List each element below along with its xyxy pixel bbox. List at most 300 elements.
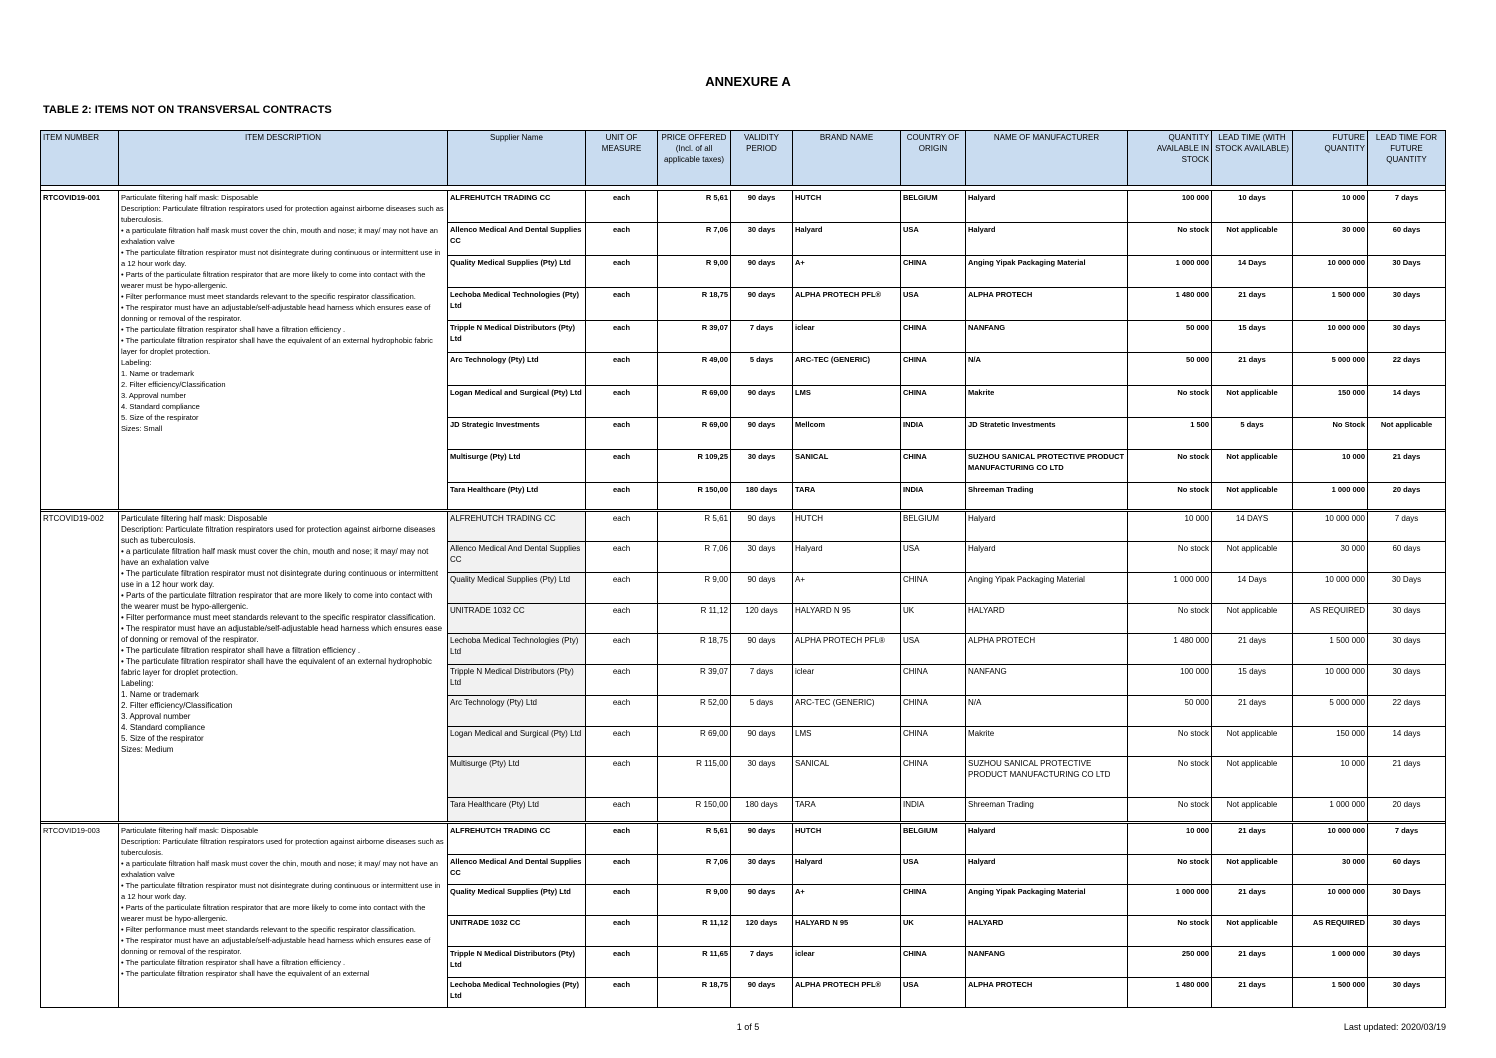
unit-cell: each bbox=[586, 798, 658, 822]
lead-time-cell: 21 days bbox=[1212, 947, 1293, 978]
brand-cell: ALPHA PROTECH PFL® bbox=[793, 978, 901, 1008]
brand-cell: SANICAL bbox=[793, 757, 901, 798]
supplier-name-cell: Quality Medical Supplies (Pty) Ltd bbox=[448, 573, 586, 604]
future-quantity-cell: AS REQUIRED bbox=[1293, 604, 1368, 634]
stock-quantity-cell: No stock bbox=[1128, 916, 1212, 947]
manufacturer-cell: Anging Yipak Packaging Material bbox=[966, 256, 1128, 288]
stock-quantity-cell: 250 000 bbox=[1128, 947, 1212, 978]
brand-cell: HUTCH bbox=[793, 512, 901, 542]
stock-quantity-cell: 10 000 bbox=[1128, 512, 1212, 542]
supplier-name-cell: JD Strategic Investments bbox=[448, 418, 586, 450]
table-heading: TABLE 2: ITEMS NOT ON TRANSVERSAL CONTRACTS bbox=[43, 104, 332, 116]
unit-cell: each bbox=[586, 386, 658, 418]
country-cell: CHINA bbox=[901, 665, 966, 696]
brand-cell: Halyard bbox=[793, 542, 901, 573]
brand-cell: Halyard bbox=[793, 855, 901, 885]
future-quantity-cell: 30 000 bbox=[1293, 855, 1368, 885]
manufacturer-cell: SUZHOU SANICAL PROTECTIVE PRODUCT MANUFACTURING CO LTD bbox=[966, 757, 1128, 798]
item-number-cell: RTCOVID19-003 bbox=[41, 824, 119, 1008]
brand-cell: A+ bbox=[793, 885, 901, 916]
future-lead-time-cell: 30 Days bbox=[1368, 885, 1446, 916]
supplier-name-cell: Allenco Medical And Dental Supplies CC bbox=[448, 542, 586, 573]
stock-quantity-cell: 1 000 000 bbox=[1128, 885, 1212, 916]
validity-cell: 120 days bbox=[731, 604, 793, 634]
country-cell: BELGIUM bbox=[901, 512, 966, 542]
future-quantity-cell: 30 000 bbox=[1293, 542, 1368, 573]
unit-cell: each bbox=[586, 542, 658, 573]
future-quantity-cell: 10 000 000 bbox=[1293, 824, 1368, 855]
validity-cell: 90 days bbox=[731, 288, 793, 321]
manufacturer-cell: Makrite bbox=[966, 727, 1128, 757]
stock-quantity-cell: 50 000 bbox=[1128, 353, 1212, 386]
table-row bbox=[41, 824, 1446, 855]
unit-cell: each bbox=[586, 483, 658, 510]
future-lead-time-cell: 21 days bbox=[1368, 450, 1446, 483]
future-lead-time-cell: 20 days bbox=[1368, 798, 1446, 822]
validity-cell: 90 days bbox=[731, 512, 793, 542]
future-lead-time-cell: 14 days bbox=[1368, 727, 1446, 757]
brand-cell: ALPHA PROTECH PFL® bbox=[793, 288, 901, 321]
unit-cell: each bbox=[586, 191, 658, 223]
table-header-row bbox=[41, 131, 1446, 186]
country-cell: USA bbox=[901, 634, 966, 665]
price-cell: R 5,61 bbox=[658, 191, 731, 223]
price-cell: R 150,00 bbox=[658, 483, 731, 510]
unit-cell: each bbox=[586, 947, 658, 978]
future-lead-time-cell: 30 days bbox=[1368, 947, 1446, 978]
header-country-of-origin: COUNTRY OF ORIGIN bbox=[901, 131, 966, 186]
country-cell: UK bbox=[901, 916, 966, 947]
manufacturer-cell: HALYARD bbox=[966, 916, 1128, 947]
item-description-cell: Particulate filtering half mask: Disposable Description: Particulate filtration respirators used for protection against airborne diseases such as tuberculosis. • a particulate filtration half mask must cover the chin, mouth and nose; it may/ may not have an exhalation valve • The particulate filtration respirator must not disintegrate during continuous or intermittent use in a 12 hour work day. • Parts of the particulate filtration respirator that are more likely to come into contact with the wearer must be hypo-allergenic. • Filter performance must meet standards relevant to the specific respirator classification. • The respirator must have an adjustable/self-adjustable head harness which ensures ease of donning or removal of the respirator. • The particulate filtration respirator shall have a filtration efficiency . • The particulate filtration respirator shall have the equivalent of an external hydrophobic fabric layer for droplet protection. Labeling: 1. Name or trademark 2. Filter efficiency/Classification 3. Approval number 4. Standard compliance 5. Size of the respirator Sizes: Medium bbox=[119, 512, 448, 822]
future-lead-time-cell: 22 days bbox=[1368, 353, 1446, 386]
validity-cell: 90 days bbox=[731, 386, 793, 418]
country-cell: UK bbox=[901, 604, 966, 634]
price-cell: R 39,07 bbox=[658, 665, 731, 696]
manufacturer-cell: NANFANG bbox=[966, 321, 1128, 353]
country-cell: USA bbox=[901, 542, 966, 573]
manufacturer-cell: Halyard bbox=[966, 542, 1128, 573]
country-cell: USA bbox=[901, 223, 966, 256]
lead-time-cell: 5 days bbox=[1212, 418, 1293, 450]
price-cell: R 18,75 bbox=[658, 978, 731, 1008]
unit-cell: each bbox=[586, 512, 658, 542]
manufacturer-cell: ALPHA PROTECH bbox=[966, 288, 1128, 321]
unit-cell: each bbox=[586, 321, 658, 353]
price-cell: R 7,06 bbox=[658, 542, 731, 573]
manufacturer-cell: Halyard bbox=[966, 824, 1128, 855]
validity-cell: 180 days bbox=[731, 483, 793, 510]
future-quantity-cell: 5 000 000 bbox=[1293, 696, 1368, 727]
header-item-number: ITEM NUMBER bbox=[41, 131, 119, 186]
item-number-cell: RTCOVID19-001 bbox=[41, 191, 119, 510]
stock-quantity-cell: 1 480 000 bbox=[1128, 978, 1212, 1008]
future-lead-time-cell: 30 Days bbox=[1368, 573, 1446, 604]
brand-cell: Mellcom bbox=[793, 418, 901, 450]
stock-quantity-cell: No stock bbox=[1128, 757, 1212, 798]
future-quantity-cell: 150 000 bbox=[1293, 727, 1368, 757]
manufacturer-cell: ALPHA PROTECH bbox=[966, 634, 1128, 665]
price-cell: R 109,25 bbox=[658, 450, 731, 483]
stock-quantity-cell: No stock bbox=[1128, 604, 1212, 634]
stock-quantity-cell: No stock bbox=[1128, 483, 1212, 510]
stock-quantity-cell: 10 000 bbox=[1128, 824, 1212, 855]
country-cell: CHINA bbox=[901, 573, 966, 604]
validity-cell: 90 days bbox=[731, 634, 793, 665]
unit-cell: each bbox=[586, 696, 658, 727]
future-lead-time-cell: 21 days bbox=[1368, 757, 1446, 798]
future-lead-time-cell: 7 days bbox=[1368, 824, 1446, 855]
supplier-name-cell: Tripple N Medical Distributors (Pty) Ltd bbox=[448, 665, 586, 696]
unit-cell: each bbox=[586, 824, 658, 855]
item-number-cell: RTCOVID19-002 bbox=[41, 512, 119, 822]
future-lead-time-cell: 30 days bbox=[1368, 604, 1446, 634]
page-number: 1 of 5 bbox=[736, 1022, 760, 1032]
manufacturer-cell: Makrite bbox=[966, 386, 1128, 418]
country-cell: BELGIUM bbox=[901, 824, 966, 855]
price-cell: R 9,00 bbox=[658, 885, 731, 916]
price-cell: R 11,65 bbox=[658, 947, 731, 978]
manufacturer-cell: Shreeman Trading bbox=[966, 798, 1128, 822]
future-lead-time-cell: 22 days bbox=[1368, 696, 1446, 727]
supplier-name-cell: Tripple N Medical Distributors (Pty) Ltd bbox=[448, 321, 586, 353]
stock-quantity-cell: No stock bbox=[1128, 727, 1212, 757]
stock-quantity-cell: 100 000 bbox=[1128, 191, 1212, 223]
header-unit-of-measure: UNIT OF MEASURE bbox=[586, 131, 658, 186]
country-cell: INDIA bbox=[901, 798, 966, 822]
future-lead-time-cell: 30 days bbox=[1368, 288, 1446, 321]
future-quantity-cell: 30 000 bbox=[1293, 223, 1368, 256]
price-cell: R 18,75 bbox=[658, 634, 731, 665]
validity-cell: 90 days bbox=[731, 727, 793, 757]
header-item-description: ITEM DESCRIPTION bbox=[119, 131, 448, 186]
brand-cell: TARA bbox=[793, 798, 901, 822]
stock-quantity-cell: 1 000 000 bbox=[1128, 256, 1212, 288]
lead-time-cell: Not applicable bbox=[1212, 798, 1293, 822]
unit-cell: each bbox=[586, 665, 658, 696]
unit-cell: each bbox=[586, 885, 658, 916]
brand-cell: ARC-TEC (GENERIC) bbox=[793, 353, 901, 386]
brand-cell: iclear bbox=[793, 321, 901, 353]
price-cell: R 49,00 bbox=[658, 353, 731, 386]
price-cell: R 18,75 bbox=[658, 288, 731, 321]
lead-time-cell: Not applicable bbox=[1212, 604, 1293, 634]
item-description-cell: Particulate filtering half mask: Disposable Description: Particulate filtration respirators used for protection against airborne diseases such as tuberculosis. • a particulate filtration half mask must cover the chin, mouth and nose; it may/ may not have an exhalation valve • The particulate filtration respirator must not disintegrate during continuous or intermittent use in a 12 hour work day. • Parts of the particulate filtration respirator that are more likely to come into contact with the wearer must be hypo-allergenic. • Filter performance must meet standards relevant to the specific respirator classification. • The respirator must have an adjustable/self-adjustable head harness which ensures ease of donning or removal of the respirator. • The particulate filtration respirator shall have a filtration efficiency . • The particulate filtration respirator shall have the equivalent of an external hydrophobic fabric layer for droplet protection. Labeling: 1. Name or trademark 2. Filter efficiency/Classification 3. Approval number 4. Standard compliance 5. Size of the respirator Sizes: Small bbox=[119, 191, 448, 510]
unit-cell: each bbox=[586, 418, 658, 450]
validity-cell: 7 days bbox=[731, 947, 793, 978]
country-cell: CHINA bbox=[901, 696, 966, 727]
future-lead-time-cell: 30 days bbox=[1368, 321, 1446, 353]
future-lead-time-cell: 30 Days bbox=[1368, 256, 1446, 288]
lead-time-cell: Not applicable bbox=[1212, 483, 1293, 510]
brand-cell: HUTCH bbox=[793, 191, 901, 223]
country-cell: INDIA bbox=[901, 418, 966, 450]
future-quantity-cell: 1 500 000 bbox=[1293, 634, 1368, 665]
country-cell: BELGIUM bbox=[901, 191, 966, 223]
future-quantity-cell: 10 000 bbox=[1293, 757, 1368, 798]
lead-time-cell: 10 days bbox=[1212, 191, 1293, 223]
unit-cell: each bbox=[586, 978, 658, 1008]
supplier-name-cell: Logan Medical and Surgical (Pty) Ltd bbox=[448, 386, 586, 418]
manufacturer-cell: NANFANG bbox=[966, 665, 1128, 696]
supplier-name-cell: Logan Medical and Surgical (Pty) Ltd bbox=[448, 727, 586, 757]
lead-time-cell: Not applicable bbox=[1212, 542, 1293, 573]
table-body bbox=[41, 186, 1446, 1008]
unit-cell: each bbox=[586, 288, 658, 321]
brand-cell: ARC-TEC (GENERIC) bbox=[793, 696, 901, 727]
country-cell: USA bbox=[901, 855, 966, 885]
validity-cell: 30 days bbox=[731, 757, 793, 798]
manufacturer-cell: Halyard bbox=[966, 855, 1128, 885]
manufacturer-cell: NANFANG bbox=[966, 947, 1128, 978]
lead-time-cell: 15 days bbox=[1212, 665, 1293, 696]
price-cell: R 11,12 bbox=[658, 604, 731, 634]
price-cell: R 52,00 bbox=[658, 696, 731, 727]
lead-time-cell: 21 days bbox=[1212, 978, 1293, 1008]
manufacturer-cell: SUZHOU SANICAL PROTECTIVE PRODUCT MANUFACTURING CO LTD bbox=[966, 450, 1128, 483]
validity-cell: 7 days bbox=[731, 321, 793, 353]
header-price-offered: PRICE OFFERED (Incl. of all applicable taxes) bbox=[658, 131, 731, 186]
future-quantity-cell: 1 500 000 bbox=[1293, 288, 1368, 321]
stock-quantity-cell: 50 000 bbox=[1128, 321, 1212, 353]
lead-time-cell: 21 days bbox=[1212, 824, 1293, 855]
manufacturer-cell: Shreeman Trading bbox=[966, 483, 1128, 510]
manufacturer-cell: N/A bbox=[966, 696, 1128, 727]
country-cell: CHINA bbox=[901, 353, 966, 386]
price-cell: R 5,61 bbox=[658, 824, 731, 855]
lead-time-cell: Not applicable bbox=[1212, 916, 1293, 947]
stock-quantity-cell: 100 000 bbox=[1128, 665, 1212, 696]
future-quantity-cell: 10 000 000 bbox=[1293, 321, 1368, 353]
future-quantity-cell: 10 000 000 bbox=[1293, 573, 1368, 604]
price-cell: R 7,06 bbox=[658, 855, 731, 885]
manufacturer-cell: Halyard bbox=[966, 223, 1128, 256]
header-future-quantity: FUTURE QUANTITY bbox=[1293, 131, 1368, 186]
lead-time-cell: 15 days bbox=[1212, 321, 1293, 353]
validity-cell: 7 days bbox=[731, 665, 793, 696]
lead-time-cell: Not applicable bbox=[1212, 223, 1293, 256]
price-cell: R 150,00 bbox=[658, 798, 731, 822]
future-quantity-cell: 1 000 000 bbox=[1293, 947, 1368, 978]
future-quantity-cell: 10 000 000 bbox=[1293, 665, 1368, 696]
future-lead-time-cell: 30 days bbox=[1368, 978, 1446, 1008]
validity-cell: 30 days bbox=[731, 542, 793, 573]
header-brand-name: BRAND NAME bbox=[793, 131, 901, 186]
country-cell: CHINA bbox=[901, 321, 966, 353]
country-cell: USA bbox=[901, 288, 966, 321]
supplier-name-cell: Lechoba Medical Technologies (Pty) Ltd bbox=[448, 288, 586, 321]
future-lead-time-cell: 7 days bbox=[1368, 191, 1446, 223]
lead-time-cell: Not applicable bbox=[1212, 450, 1293, 483]
future-lead-time-cell: 60 days bbox=[1368, 223, 1446, 256]
supplier-name-cell: UNITRADE 1032 CC bbox=[448, 916, 586, 947]
future-lead-time-cell: 20 days bbox=[1368, 483, 1446, 510]
future-lead-time-cell: 60 days bbox=[1368, 542, 1446, 573]
future-lead-time-cell: 30 days bbox=[1368, 665, 1446, 696]
price-cell: R 9,00 bbox=[658, 573, 731, 604]
header-lead-time-stock: LEAD TIME (WITH STOCK AVAILABLE) bbox=[1212, 131, 1293, 186]
items-table bbox=[40, 130, 1446, 1008]
manufacturer-cell: Anging Yipak Packaging Material bbox=[966, 885, 1128, 916]
price-cell: R 69,00 bbox=[658, 418, 731, 450]
country-cell: CHINA bbox=[901, 256, 966, 288]
validity-cell: 90 days bbox=[731, 824, 793, 855]
unit-cell: each bbox=[586, 757, 658, 798]
country-cell: USA bbox=[901, 978, 966, 1008]
price-cell: R 7,06 bbox=[658, 223, 731, 256]
validity-cell: 120 days bbox=[731, 916, 793, 947]
lead-time-cell: 21 days bbox=[1212, 634, 1293, 665]
lead-time-cell: Not applicable bbox=[1212, 855, 1293, 885]
country-cell: CHINA bbox=[901, 386, 966, 418]
price-cell: R 69,00 bbox=[658, 386, 731, 418]
validity-cell: 30 days bbox=[731, 855, 793, 885]
lead-time-cell: 21 days bbox=[1212, 696, 1293, 727]
supplier-name-cell: Arc Technology (Pty) Ltd bbox=[448, 696, 586, 727]
stock-quantity-cell: No stock bbox=[1128, 542, 1212, 573]
unit-cell: each bbox=[586, 634, 658, 665]
future-quantity-cell: AS REQUIRED bbox=[1293, 916, 1368, 947]
brand-cell: ALPHA PROTECH PFL® bbox=[793, 634, 901, 665]
brand-cell: LMS bbox=[793, 727, 901, 757]
price-cell: R 9,00 bbox=[658, 256, 731, 288]
brand-cell: A+ bbox=[793, 573, 901, 604]
brand-cell: LMS bbox=[793, 386, 901, 418]
supplier-name-cell: Lechoba Medical Technologies (Pty) Ltd bbox=[448, 634, 586, 665]
validity-cell: 180 days bbox=[731, 798, 793, 822]
future-lead-time-cell: 30 days bbox=[1368, 916, 1446, 947]
header-lead-time-future: LEAD TIME FOR FUTURE QUANTITY bbox=[1368, 131, 1446, 186]
stock-quantity-cell: 1 480 000 bbox=[1128, 634, 1212, 665]
supplier-name-cell: Multisurge (Pty) Ltd bbox=[448, 757, 586, 798]
lead-time-cell: 14 Days bbox=[1212, 573, 1293, 604]
item-description-cell: Particulate filtering half mask: Disposable Description: Particulate filtration respirators used for protection against airborne diseases such as tuberculosis. • a particulate filtration half mask must cover the chin, mouth and nose; it may/ may not have an exhalation valve • The particulate filtration respirator must not disintegrate during continuous or intermittent use in a 12 hour work day. • Parts of the particulate filtration respirator that are more likely to come into contact with the wearer must be hypo-allergenic. • Filter performance must meet standards relevant to the specific respirator classification. • The respirator must have an adjustable/self-adjustable head harness which ensures ease of donning or removal of the respirator. • The particulate filtration respirator shall have a filtration efficiency . • The particulate filtration respirator shall have the equivalent of an external bbox=[119, 824, 448, 1008]
future-lead-time-cell: 7 days bbox=[1368, 512, 1446, 542]
stock-quantity-cell: No stock bbox=[1128, 855, 1212, 885]
validity-cell: 5 days bbox=[731, 696, 793, 727]
brand-cell: TARA bbox=[793, 483, 901, 510]
supplier-name-cell: UNITRADE 1032 CC bbox=[448, 604, 586, 634]
future-quantity-cell: 10 000 000 bbox=[1293, 256, 1368, 288]
brand-cell: SANICAL bbox=[793, 450, 901, 483]
manufacturer-cell: N/A bbox=[966, 353, 1128, 386]
last-updated: Last updated: 2020/03/19 bbox=[1343, 1022, 1446, 1032]
lead-time-cell: Not applicable bbox=[1212, 727, 1293, 757]
validity-cell: 90 days bbox=[731, 256, 793, 288]
manufacturer-cell: JD Stratetic Investments bbox=[966, 418, 1128, 450]
validity-cell: 90 days bbox=[731, 978, 793, 1008]
validity-cell: 90 days bbox=[731, 191, 793, 223]
validity-cell: 90 days bbox=[731, 885, 793, 916]
manufacturer-cell: ALPHA PROTECH bbox=[966, 978, 1128, 1008]
country-cell: CHINA bbox=[901, 947, 966, 978]
stock-quantity-cell: 1 480 000 bbox=[1128, 288, 1212, 321]
unit-cell: each bbox=[586, 223, 658, 256]
unit-cell: each bbox=[586, 573, 658, 604]
validity-cell: 30 days bbox=[731, 450, 793, 483]
future-quantity-cell: 1 000 000 bbox=[1293, 483, 1368, 510]
stock-quantity-cell: No stock bbox=[1128, 798, 1212, 822]
supplier-name-cell: ALFREHUTCH TRADING CC bbox=[448, 191, 586, 223]
manufacturer-cell: Anging Yipak Packaging Material bbox=[966, 573, 1128, 604]
lead-time-cell: 21 days bbox=[1212, 288, 1293, 321]
future-lead-time-cell: 60 days bbox=[1368, 855, 1446, 885]
unit-cell: each bbox=[586, 450, 658, 483]
lead-time-cell: Not applicable bbox=[1212, 386, 1293, 418]
supplier-name-cell: Tripple N Medical Distributors (Pty) Ltd bbox=[448, 947, 586, 978]
future-quantity-cell: 10 000 000 bbox=[1293, 885, 1368, 916]
future-quantity-cell: 1 500 000 bbox=[1293, 978, 1368, 1008]
stock-quantity-cell: 50 000 bbox=[1128, 696, 1212, 727]
future-quantity-cell: 10 000 bbox=[1293, 450, 1368, 483]
validity-cell: 5 days bbox=[731, 353, 793, 386]
table-row bbox=[41, 512, 1446, 542]
supplier-name-cell: Allenco Medical And Dental Supplies CC bbox=[448, 223, 586, 256]
price-cell: R 115,00 bbox=[658, 757, 731, 798]
unit-cell: each bbox=[586, 855, 658, 885]
future-quantity-cell: 10 000 bbox=[1293, 191, 1368, 223]
future-lead-time-cell: Not applicable bbox=[1368, 418, 1446, 450]
brand-cell: Halyard bbox=[793, 223, 901, 256]
supplier-name-cell: Multisurge (Pty) Ltd bbox=[448, 450, 586, 483]
supplier-name-cell: Quality Medical Supplies (Pty) Ltd bbox=[448, 256, 586, 288]
future-quantity-cell: 150 000 bbox=[1293, 386, 1368, 418]
country-cell: CHINA bbox=[901, 450, 966, 483]
future-lead-time-cell: 30 days bbox=[1368, 634, 1446, 665]
unit-cell: each bbox=[586, 256, 658, 288]
country-cell: CHINA bbox=[901, 757, 966, 798]
lead-time-cell: 14 Days bbox=[1212, 256, 1293, 288]
supplier-name-cell: Lechoba Medical Technologies (Pty) Ltd bbox=[448, 978, 586, 1008]
manufacturer-cell: HALYARD bbox=[966, 604, 1128, 634]
header-supplier-name: Supplier Name bbox=[448, 131, 586, 186]
supplier-name-cell: Quality Medical Supplies (Pty) Ltd bbox=[448, 885, 586, 916]
brand-cell: HALYARD N 95 bbox=[793, 604, 901, 634]
unit-cell: each bbox=[586, 916, 658, 947]
supplier-name-cell: Tara Healthcare (Pty) Ltd bbox=[448, 483, 586, 510]
brand-cell: iclear bbox=[793, 947, 901, 978]
validity-cell: 90 days bbox=[731, 418, 793, 450]
price-cell: R 69,00 bbox=[658, 727, 731, 757]
table-row bbox=[41, 191, 1446, 223]
stock-quantity-cell: No stock bbox=[1128, 450, 1212, 483]
supplier-name-cell: ALFREHUTCH TRADING CC bbox=[448, 512, 586, 542]
future-quantity-cell: No Stock bbox=[1293, 418, 1368, 450]
brand-cell: HALYARD N 95 bbox=[793, 916, 901, 947]
country-cell: INDIA bbox=[901, 483, 966, 510]
stock-quantity-cell: 1 500 bbox=[1128, 418, 1212, 450]
lead-time-cell: 21 days bbox=[1212, 885, 1293, 916]
supplier-name-cell: Tara Healthcare (Pty) Ltd bbox=[448, 798, 586, 822]
lead-time-cell: 14 DAYS bbox=[1212, 512, 1293, 542]
supplier-name-cell: ALFREHUTCH TRADING CC bbox=[448, 824, 586, 855]
supplier-name-cell: Allenco Medical And Dental Supplies CC bbox=[448, 855, 586, 885]
future-lead-time-cell: 14 days bbox=[1368, 386, 1446, 418]
stock-quantity-cell: No stock bbox=[1128, 386, 1212, 418]
price-cell: R 5,61 bbox=[658, 512, 731, 542]
header-quantity-in-stock: QUANTITY AVAILABLE IN STOCK bbox=[1128, 131, 1212, 186]
header-validity-period: VALIDITY PERIOD bbox=[731, 131, 793, 186]
validity-cell: 90 days bbox=[731, 573, 793, 604]
unit-cell: each bbox=[586, 604, 658, 634]
stock-quantity-cell: No stock bbox=[1128, 223, 1212, 256]
manufacturer-cell: Halyard bbox=[966, 191, 1128, 223]
brand-cell: iclear bbox=[793, 665, 901, 696]
future-quantity-cell: 5 000 000 bbox=[1293, 353, 1368, 386]
header-manufacturer: NAME OF MANUFACTURER bbox=[966, 131, 1128, 186]
unit-cell: each bbox=[586, 727, 658, 757]
price-cell: R 11,12 bbox=[658, 916, 731, 947]
